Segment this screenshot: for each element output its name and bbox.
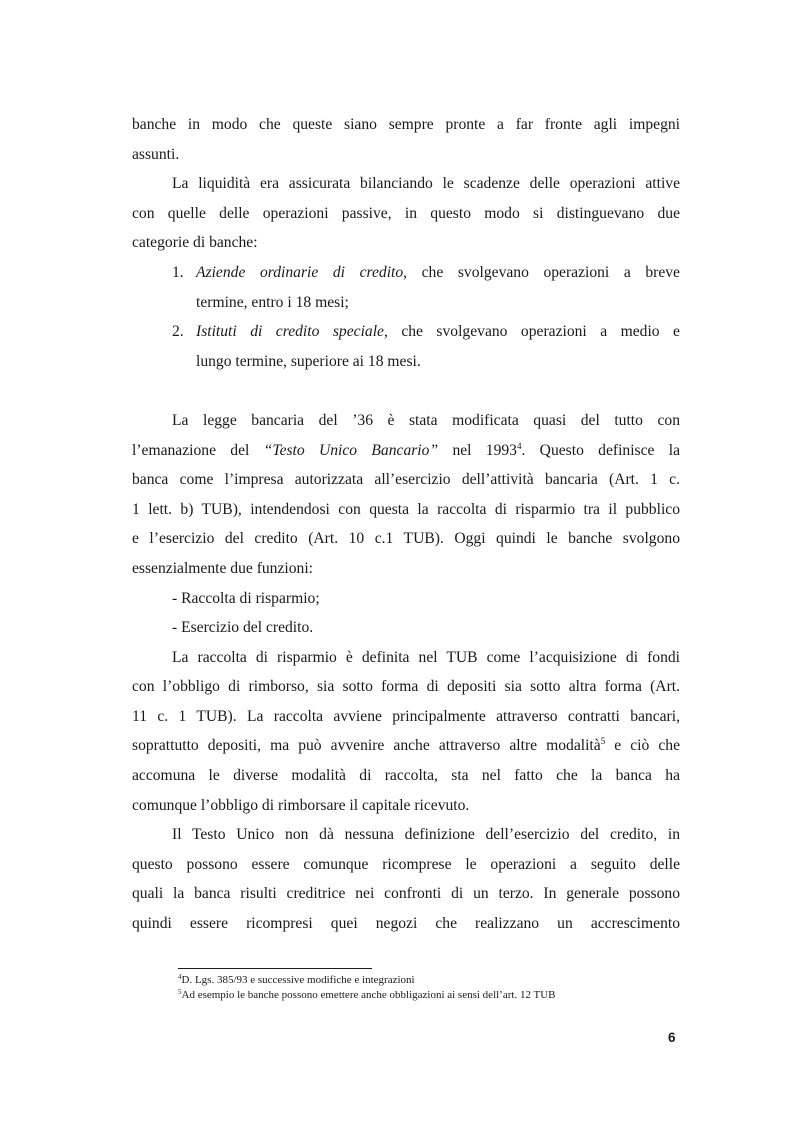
paragraph-line: con l’obbligo di rimborso, sia sotto forma di depositi sia sotto altra forma (Art.: [132, 678, 680, 696]
text-run: e ciò che: [605, 737, 680, 755]
text-run: soprattutto depositi, ma può avvenire anche attraverso altre modalità: [132, 737, 601, 755]
footnote-separator: [178, 968, 372, 969]
dash-item: - Esercizio del credito.: [172, 619, 314, 637]
dash-item: - Raccolta di risparmio;: [172, 589, 320, 607]
page-number: 6: [668, 1030, 676, 1045]
list-number: 1.: [172, 263, 184, 281]
italic-title: “Testo Unico Bancario”: [263, 441, 439, 459]
list-item-continuation: termine, entro i 18 mesi;: [196, 293, 349, 311]
paragraph-line: banca come l’impresa autorizzata all’esercizio dell’attività bancaria (Art. 1 c.: [132, 471, 680, 489]
list-item: [132, 258, 680, 288]
footnote-text: Ad esempio le banche possono emettere anche obbligazioni ai sensi dell’art. 12 TUB: [181, 989, 556, 1001]
list-item-continuation: lungo termine, superiore ai 18 mesi.: [196, 352, 421, 370]
footnotes: [178, 973, 556, 1003]
list-number: 2.: [172, 323, 184, 341]
list-text: , che svolgevano operazioni a medio e: [383, 323, 680, 341]
paragraph-line: La legge bancaria del ’36 è stata modificata quasi del tutto con: [172, 411, 680, 429]
footnote-ref: 4: [516, 440, 522, 451]
paragraph-line: questo possono essere comunque ricomprese le operazioni a seguito delle: [132, 855, 680, 873]
list-text: , che svolgevano operazioni a breve: [403, 263, 680, 281]
list-term: Istituti di credito speciale: [196, 323, 384, 341]
paragraph-line: quindi essere ricompresi quei negozi che realizzano un accrescimento: [132, 915, 680, 933]
footnote: [178, 973, 556, 988]
paragraph-line: [132, 436, 680, 466]
paragraph-line: Il Testo Unico non dà nessuna definizione dell’esercizio del credito, in: [172, 826, 680, 844]
text-run: l’emanazione del: [132, 441, 250, 459]
list-item: [132, 317, 680, 347]
paragraph-line: [132, 731, 680, 761]
footnote: [178, 988, 556, 1003]
footnote-text: D. Lgs. 385/93 e successive modifiche e integrazioni: [181, 974, 415, 986]
paragraph-line: con quelle delle operazioni passive, in questo modo si distinguevano due: [132, 204, 680, 222]
list-term: Aziende ordinarie di credito: [196, 263, 404, 281]
footnote-number: 4: [178, 973, 182, 981]
paragraph-line: quali la banca risulti creditrice nei confronti di un terzo. In generale possono: [132, 885, 680, 903]
footnote-ref: 5: [600, 736, 606, 747]
paragraph-line: comunque l’obbligo di rimborsare il capitale ricevuto.: [132, 796, 470, 814]
text-run: nel 1993: [452, 441, 517, 459]
text-run: . Questo definisce la: [521, 441, 680, 459]
body-text: [132, 110, 680, 939]
footnote-number: 5: [178, 988, 182, 996]
paragraph-line: 1 lett. b) TUB), intendendosi con questa la raccolta di risparmio tra il pubblico: [132, 500, 680, 518]
paragraph-gap: [132, 376, 680, 406]
paragraph-line: categorie di banche:: [132, 234, 258, 252]
paragraph-line: essenzialmente due funzioni:: [132, 559, 313, 577]
paragraph-line: 11 c. 1 TUB). La raccolta avviene principalmente attraverso contratti bancari,: [132, 707, 680, 725]
paragraph-line: La liquidità era assicurata bilanciando le scadenze delle operazioni attive: [172, 175, 680, 193]
paragraph-line: assunti.: [132, 145, 180, 163]
paragraph-line: banche in modo che queste siano sempre pronte a far fronte agli impegni: [132, 116, 680, 133]
paragraph-line: La raccolta di risparmio è definita nel TUB come l’acquisizione di fondi: [172, 648, 680, 666]
paragraph-line: e l’esercizio del credito (Art. 10 c.1 TUB). Oggi quindi le banche svolgono: [132, 530, 680, 548]
paragraph-line: accomuna le diverse modalità di raccolta, sta nel fatto che la banca ha: [132, 767, 680, 785]
